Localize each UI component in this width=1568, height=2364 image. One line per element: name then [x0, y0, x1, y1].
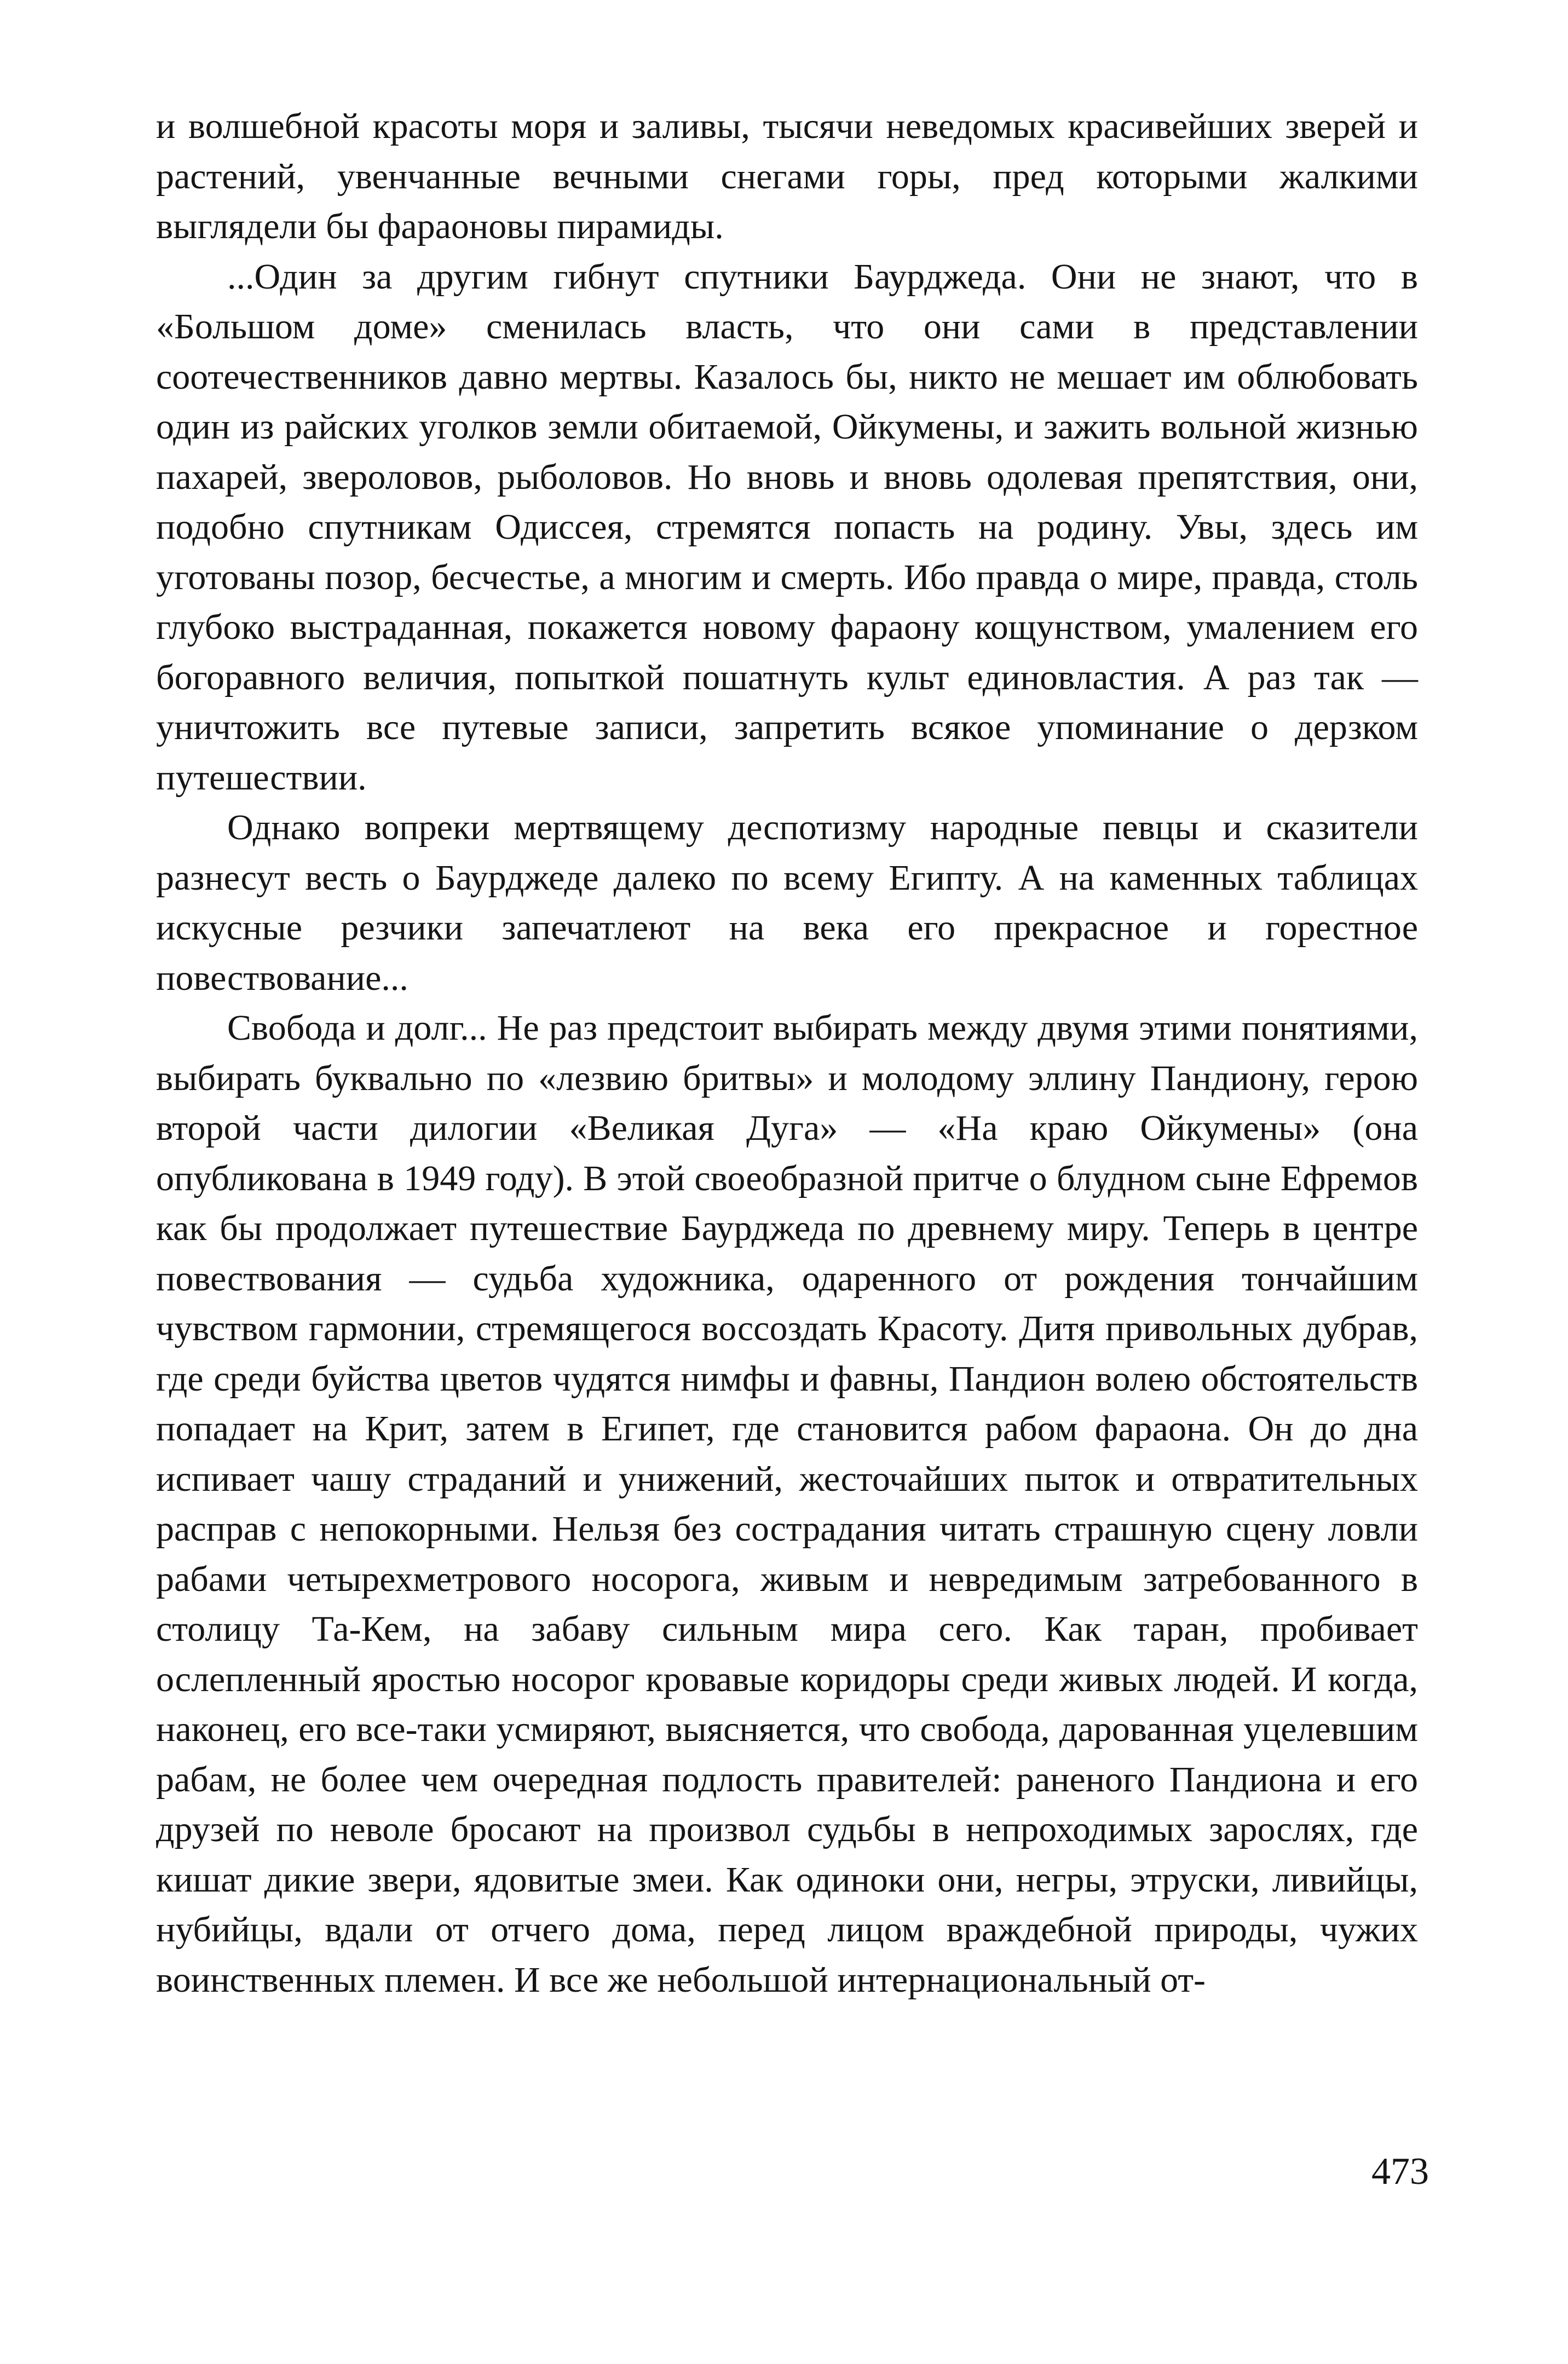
body-text — [156, 101, 1418, 2005]
paragraph-folk-singers: Однако вопреки мертвящему деспотизму народные певцы и сказители разнесут весть о Баурджеде далеко по всему Египту. А на каменных таблицах искусные резчики запечатлеют на века его прекрасное и горестное повествование... — [156, 808, 1418, 998]
paragraph-continued: и волшебной красоты моря и заливы, тысячи неведомых красивейших зверей и растений, увенчанные вечными снегами горы, пред которыми жалкими выглядели бы фараоновы пирамиды. — [156, 106, 1418, 246]
page-number: 473 — [1371, 2150, 1429, 2193]
paragraph-baurdzhed-companions: ...Один за другим гибнут спутники Баурджеда. Они не знают, что в «Большом доме» сменилась власть, что они сами в представлении соотечественников давно мертвы. Казалось бы, никто не мешает им облюбовать один из райских уголков земли обитаемой, Ойкумены, и зажить вольной жизнью пахарей, звероловов, рыболовов. Но вновь и вновь одолевая препятствия, они, подобно спутникам Одиссея, стремятся попасть на родину. Увы, здесь им уготованы позор, бесчестье, а многим и смерть. Ибо правда о мире, правда, столь глубоко выстраданная, покажется новому фараону кощунством, умалением его богоравного величия, попыткой пошатнуть культ единовластия. А раз так — уничтожить все путевые записи, запретить всякое упоминание о дерзком путешествии. — [156, 256, 1418, 798]
paragraph-freedom-and-duty: Свобода и долг... Не раз предстоит выбирать между двумя этими понятиями, выбирать буквально по «лезвию бритвы» и молодому эллину Пандиону, герою второй части дилогии «Великая Дуга» — «На краю Ойкумены» (она опубликована в 1949 году). В этой своеобразной притче о блудном сыне Ефремов как бы продолжает путешествие Баурджеда по древнему миру. Теперь в центре повествования — судьба художника, одаренного от рождения тончайшим чувством гармонии, стремящегося воссоздать Красоту. Дитя привольных дубрав, где среди буйства цветов чудятся нимфы и фавны, Пандион волею обстоятельств попадает на Крит, затем в Египет, где становится рабом фараона. Он до дна испивает чашу страданий и унижений, жесточайших пыток и отвратительных расправ с непокорными. Нельзя без сострадания читать страшную сцену ловли рабами четырехметрового носорога, живым и невредимым затребованного в столицу Та-Кем, на забаву сильным мира сего. Как таран, пробивает ослепленный яростью носорог кровавые коридоры среди живых людей. И когда, наконец, его все-таки усмиряют, выясняется, что свобода, дарованная уцелевшим рабам, не более чем очередная подлость правителей: раненого Пандиона и его друзей по неволе бросают на произвол судьбы в непроходимых зарослях, где кишат дикие звери, ядовитые змеи. Как одиноки они, негры, этруски, ливийцы, нубийцы, вдали от отчего дома, перед лицом враждебной природы, чужих воинственных племен. И все же небольшой интернациональный от- — [156, 1008, 1418, 2000]
